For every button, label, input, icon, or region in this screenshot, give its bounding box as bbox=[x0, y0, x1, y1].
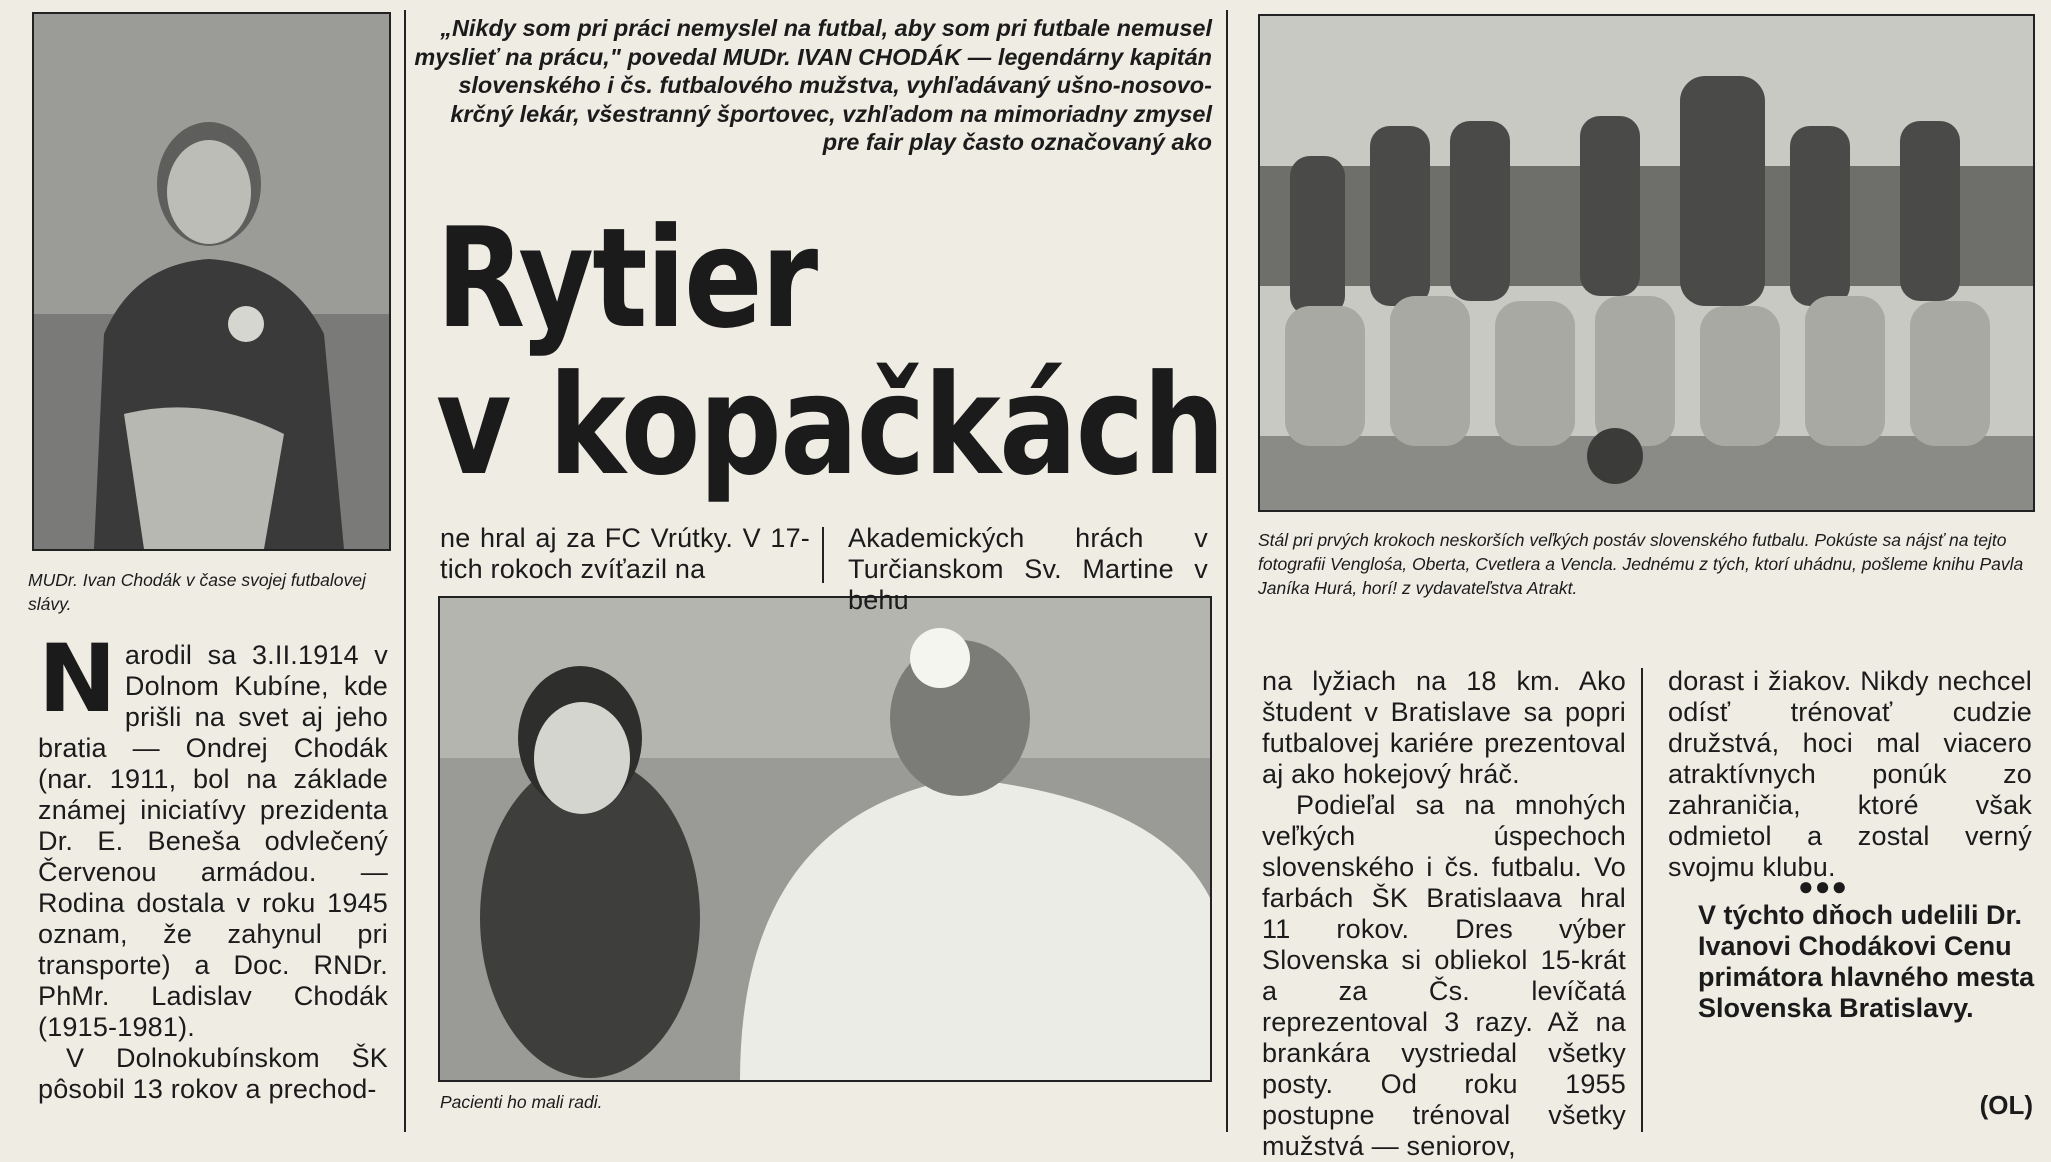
column-3-text: Akademických hrách v Turčianskom Sv. Martine v behu bbox=[848, 523, 1208, 615]
article-column-5 bbox=[1668, 666, 2032, 883]
column-rule bbox=[1641, 668, 1643, 1132]
article-column-1 bbox=[38, 625, 388, 1105]
column-4-text: na lyžiach na 18 km. Ako študent v Bratislave sa popri futbalovej kariére prezentoval aj ako hokejový hráč. bbox=[1262, 666, 1626, 789]
headline-line-1: Rytier bbox=[436, 198, 817, 359]
portrait-caption: MUDr. Ivan Chodák v čase svojej futbalovej slávy. bbox=[28, 570, 366, 614]
team-caption: Stál pri prvých krokoch neskorších veľkých postáv slovenského futbalu. Pokúste sa nájsť na tejto fotografii Venglośa, Oberta, Cvetlera a Vencla. Jednému z tých, ktorí uhádnu, pošleme knihu Pavla Janíka Hurá, horí! z vydavateľstva Atrakt. bbox=[1258, 530, 2024, 598]
closing-note: V týchto dňoch udelili Dr. Ivanovi Chodákovi Cenu primátora hlavného mesta Slovenska Bratislavy. bbox=[1698, 900, 2035, 1023]
column-1-text: arodil sa 3.II.1914 v Dolnom Kubíne, kde prišli na svet aj jeho bratia — Ondrej Chodák (nar. 1911, bol na základe známej iniciatívy prezidenta Dr. E. Beneša odvlečený Červenou armádou. — Rodina dostala v roku 1945 oznam, že zahynul pri transporte) a Doc. RNDr. PhMr. Ladislav Chodák (1915-1981). bbox=[38, 640, 388, 1042]
column-1-text-continued: V Dolnokubínskom ŠK pôsobil 13 rokov a prechod- bbox=[38, 1043, 388, 1104]
team-photo bbox=[1258, 14, 2035, 512]
dropcap: N bbox=[38, 625, 117, 734]
headline-line-2: v kopačkách bbox=[436, 345, 1224, 506]
portrait-photo bbox=[32, 12, 391, 551]
patient-caption: Pacienti ho mali radi. bbox=[440, 1092, 603, 1112]
column-rule bbox=[404, 10, 406, 1132]
section-separator-dots: ●●● bbox=[1798, 871, 1849, 901]
column-5-text: dorast i žiakov. Nikdy nechcel odísť trénovať cudzie družstvá, hoci mal viacero atraktívnych ponúk zo zahraničia, ktoré však odmietol a zostal verný svojmu klubu. bbox=[1668, 666, 2032, 882]
intro-paragraph: „Nikdy som pri práci nemyslel na futbal, aby som pri futbale nemusel myslieť na prácu," povedal MUDr. IVAN CHODÁK — legendárny kapitán slovenského i čs. futbalového mužstva, vyhľadávaný ušno-nosovo-krčný lekár, všestranný športovec, vzhľadom na mimoriadny zmysel pre fair play často označovaný ako bbox=[414, 15, 1212, 155]
column-rule bbox=[1226, 10, 1228, 1132]
column-rule bbox=[822, 527, 824, 583]
article-column-4 bbox=[1262, 666, 1626, 1162]
column-2-text: ne hral aj za FC Vrútky. V 17-tich rokoch zvíťazil na bbox=[440, 523, 810, 584]
author-signature: (OL) bbox=[1979, 1090, 2033, 1120]
column-4-text-continued: Podieľal sa na mnohých veľkých úspechoch slovenského i čs. futbalu. Vo farbách ŠK Bratislaava hral 11 rokov. Dres výber Slovenska si obliekol 15-krát a za Čs. levíčatá reprezentoval 3 razy. Až na brankára vystriedal všetky posty. Od roku 1955 postupne trénoval všetky mužstvá — seniorov, bbox=[1262, 790, 1626, 1161]
article-column-2 bbox=[440, 523, 810, 585]
patient-photo bbox=[438, 596, 1212, 1082]
article-column-3 bbox=[848, 523, 1208, 616]
